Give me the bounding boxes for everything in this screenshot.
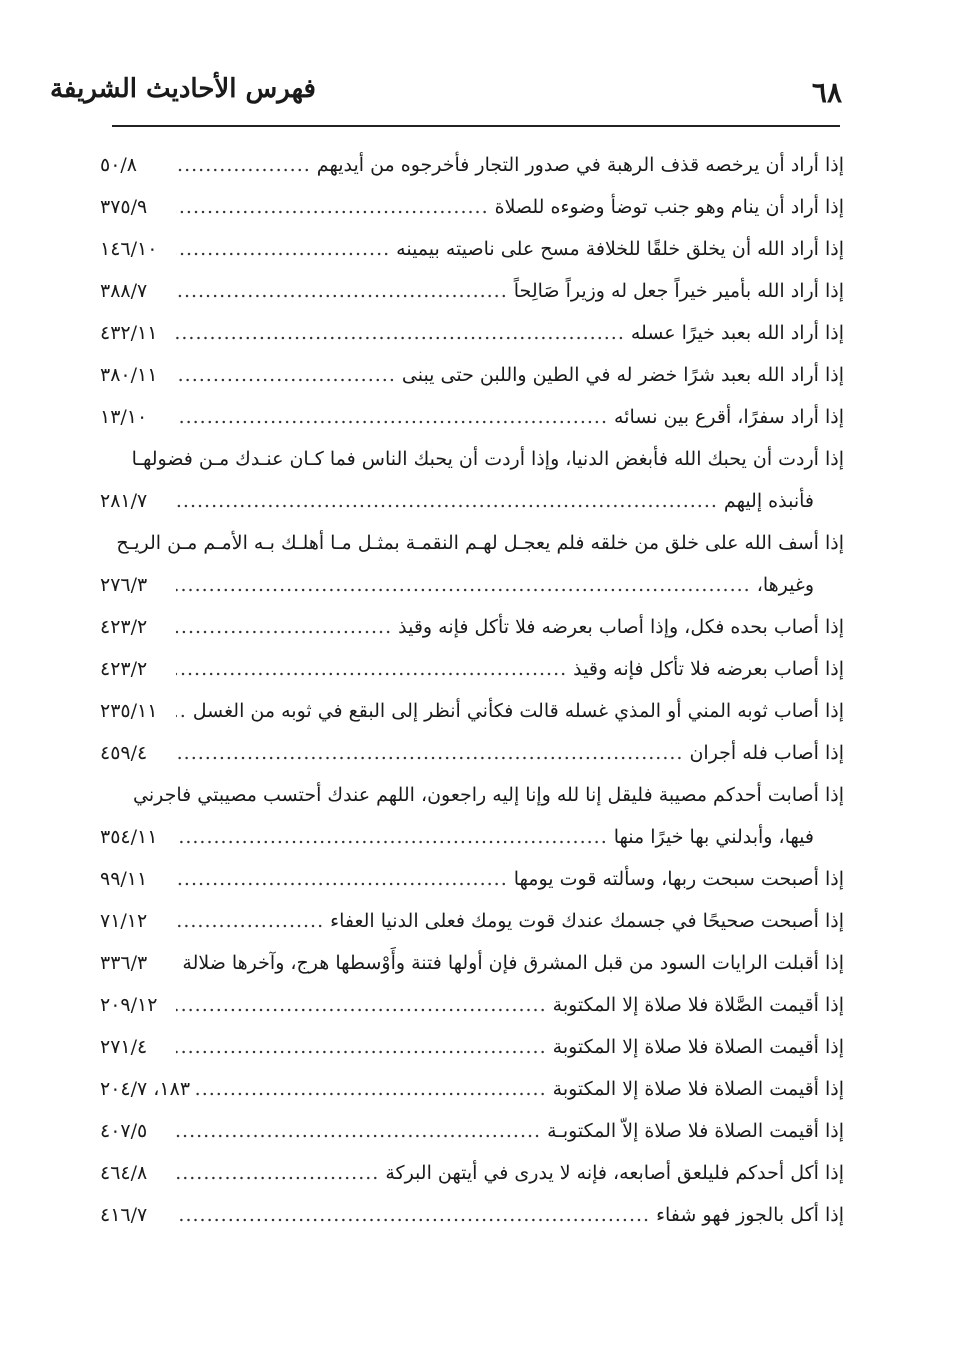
- entry-line: [100, 1026, 844, 1068]
- volume-page-reference: ٣٥٤/١١: [100, 826, 158, 848]
- page-number: ٦٨: [811, 76, 842, 109]
- dot-leader: [176, 144, 311, 186]
- volume-page-reference: ٤٠٧/٥: [100, 1120, 148, 1142]
- dot-leader: [176, 270, 508, 312]
- index-entry: [100, 438, 844, 522]
- volume-page-reference: ٣٧٥/٩: [100, 196, 148, 218]
- hadith-text: إذا أصبحت سبحت ربها، وسألته قوت يومها: [513, 868, 844, 890]
- index-entry: [100, 396, 844, 438]
- index-entry: [100, 774, 844, 858]
- index-entry: [100, 1068, 844, 1110]
- entry-line: [100, 816, 844, 858]
- entry-line: [100, 354, 844, 396]
- hadith-text: إذا أراد الله بأمير خيراً جعل له وزيراً صَالِحاً: [513, 280, 844, 302]
- entry-line: [100, 900, 844, 942]
- index-entry: [100, 900, 844, 942]
- dot-leader: [176, 732, 683, 774]
- dot-leader: [176, 984, 547, 1026]
- volume-page-reference: ٤٢٣/٢: [100, 616, 148, 638]
- dot-leader: [176, 186, 489, 228]
- volume-page-reference: ٢٧٦/٣: [100, 574, 148, 596]
- index-entry: [100, 1110, 844, 1152]
- entry-line: [100, 1068, 844, 1110]
- entry-line: [100, 270, 844, 312]
- hadith-text: فيها، وأبدلني بها خيرًا منها: [613, 826, 814, 848]
- hadith-text: إذا أقيمت الصلاة فلا صلاة إلاّ المكتوبـة: [547, 1120, 844, 1142]
- entry-line: [100, 228, 844, 270]
- hadith-text: إذا أراد الله أن يخلق خلقًا للخلافة مسح على ناصيته بيمينه: [396, 238, 844, 260]
- entry-line: [100, 942, 844, 984]
- volume-page-reference: ٢٧١/٤: [100, 1036, 148, 1058]
- hadith-text: إذا أقيمت الصلاة فلا صلاة إلا المكتوبة: [552, 1036, 844, 1058]
- volume-page-reference: ٢٨١/٧: [100, 490, 148, 512]
- hadith-text: إذا أراد أن ينام وهو جنب توضأ وضوءه للصلاة: [494, 196, 844, 218]
- entry-line: [100, 564, 844, 606]
- entry-line: [100, 480, 844, 522]
- index-entry: [100, 312, 844, 354]
- index-entry: [100, 186, 844, 228]
- dot-leader: [176, 228, 390, 270]
- volume-page-reference: ٤١٦/٧: [100, 1204, 148, 1226]
- index-entry: [100, 522, 844, 606]
- dot-leader: [176, 1026, 547, 1068]
- entry-line: [100, 396, 844, 438]
- hadith-text: إذا أقيمت الصَّلاة فلا صلاة إلا المكتوبة: [552, 994, 844, 1016]
- volume-page-reference: ٣٨٠/١١: [100, 364, 158, 386]
- volume-page-reference: ٤٣٢/١١: [100, 322, 158, 344]
- page-title: فهرس الأحاديث الشريفة: [49, 74, 316, 104]
- index-entry: [100, 690, 844, 732]
- index-entry: [100, 228, 844, 270]
- entry-line: [100, 1194, 844, 1236]
- hadith-index-list: [100, 144, 844, 1236]
- dot-leader: [176, 354, 396, 396]
- volume-page-reference: ٤٦٤/٨: [100, 1162, 148, 1184]
- volume-page-reference: ٤٢٣/٢: [100, 658, 148, 680]
- hadith-text: إذا أراد الله بعبد خيرًا عسله: [630, 322, 844, 344]
- header-divider: [112, 125, 840, 127]
- hadith-text: إذا أصاب فله أجران: [689, 742, 844, 764]
- entry-line: [100, 438, 844, 480]
- hadith-text: إذا أقيمت الصلاة فلا صلاة إلا المكتوبة: [552, 1078, 844, 1100]
- hadith-text: إذا أقبلت الرايات السود من قبل المشرق فإن أولها فتنة وأَوْسطها هرج، وآخرها ضلالة: [182, 952, 844, 974]
- index-entry: [100, 606, 844, 648]
- dot-leader: [196, 1068, 547, 1110]
- hadith-text: فأنبذه إليهم: [723, 490, 814, 512]
- dot-leader: [176, 648, 567, 690]
- volume-page-reference: ١٨٣، ٢٠٤/٧: [100, 1078, 191, 1100]
- entry-line: [100, 1110, 844, 1152]
- hadith-text: إذا أراد أن يرخصه قذف الرهبة في صدور التجار فأخرجوه من أيديهم: [316, 154, 844, 176]
- entry-line: [100, 312, 844, 354]
- dot-leader: [176, 1152, 379, 1194]
- index-entry: [100, 942, 844, 984]
- entry-line: [100, 774, 844, 816]
- volume-page-reference: ١٤٦/١٠: [100, 238, 158, 260]
- index-entry: [100, 858, 844, 900]
- entry-line: [100, 732, 844, 774]
- entry-line: [100, 690, 844, 732]
- dot-leader: [176, 1110, 541, 1152]
- index-entry: [100, 1026, 844, 1068]
- index-entry: [100, 732, 844, 774]
- hadith-text: إذا أصاب بعرضه فلا تأكل فإنه وقيذ: [573, 658, 844, 680]
- entry-line: [100, 522, 844, 564]
- dot-leader: [176, 816, 608, 858]
- dot-leader: [176, 396, 608, 438]
- index-entry: [100, 1152, 844, 1194]
- volume-page-reference: ٤٥٩/٤: [100, 742, 148, 764]
- index-entry: [100, 648, 844, 690]
- hadith-text: إذا أصاب ثوبه المني أو المذي غسله قالت فكأني أنظر إلى البقع في ثوبه من الغسل: [192, 700, 844, 722]
- entry-line: [100, 648, 844, 690]
- dot-leader: [176, 858, 508, 900]
- dot-leader: [176, 690, 187, 732]
- volume-page-reference: ٥٠/٨: [100, 154, 138, 176]
- index-entry: [100, 1194, 844, 1236]
- entry-line: [100, 858, 844, 900]
- index-entry: [100, 354, 844, 396]
- volume-page-reference: ١٣/١٠: [100, 406, 148, 428]
- index-entry: [100, 270, 844, 312]
- dot-leader: [176, 564, 751, 606]
- entry-line: [100, 144, 844, 186]
- volume-page-reference: ٩٩/١١: [100, 868, 148, 890]
- hadith-text: إذا أصابت أحدكم مصيبة فليقل إنا لله وإنا إليه راجعون، اللهم عندك أحتسب مصيبتي فاجرني: [133, 784, 844, 806]
- entry-line: [100, 186, 844, 228]
- entry-line: [100, 984, 844, 1026]
- volume-page-reference: ٢٠٩/١٢: [100, 994, 158, 1016]
- hadith-text: إذا أسف الله على خلق من خلقه فلم يعجـل لهـم النقمـة بمثـل مـا أهلـك بـه الأمـم مـن الريـح: [116, 532, 844, 554]
- hadith-text: إذا أكل بالجوز فهو شفاء: [656, 1204, 844, 1226]
- volume-page-reference: ٢٣٥/١١: [100, 700, 158, 722]
- dot-leader: [176, 480, 718, 522]
- hadith-text: إذا أكل أحدكم فليلعق أصابعه، فإنه لا يدرى في أيتهن البركة: [385, 1162, 844, 1184]
- hadith-text: إذا أراد سفرًا، أقرع بين نسائه: [613, 406, 844, 428]
- entry-line: [100, 606, 844, 648]
- hadith-text: إذا أصاب بحده فكل، وإذا أصاب بعرضه فلا تأكل فإنه وقيذ: [398, 616, 844, 638]
- entry-line: [100, 1152, 844, 1194]
- volume-page-reference: ٣٨٨/٧: [100, 280, 148, 302]
- hadith-text: إذا أصبحت صحيحًا في جسمك عندك قوت يومك فعلى الدنيا العفاء: [330, 910, 844, 932]
- hadith-text: إذا أردت أن يحبك الله فأبغض الدنيا، وإذا أردت أن يحبك الناس فما كـان عنـدك مـن فضولهـا: [131, 448, 844, 470]
- hadith-text: إذا أراد الله بعبد شرًا خضر له في الطين واللبن حتى يبنى: [401, 364, 844, 386]
- dot-leader: [176, 606, 392, 648]
- dot-leader: [176, 1194, 650, 1236]
- dot-leader: [176, 312, 625, 354]
- dot-leader: [176, 900, 324, 942]
- index-entry: [100, 984, 844, 1026]
- index-entry: [100, 144, 844, 186]
- volume-page-reference: ٧١/١٢: [100, 910, 148, 932]
- volume-page-reference: ٣٣٦/٣: [100, 952, 148, 974]
- hadith-text: وغيرها،: [756, 574, 814, 596]
